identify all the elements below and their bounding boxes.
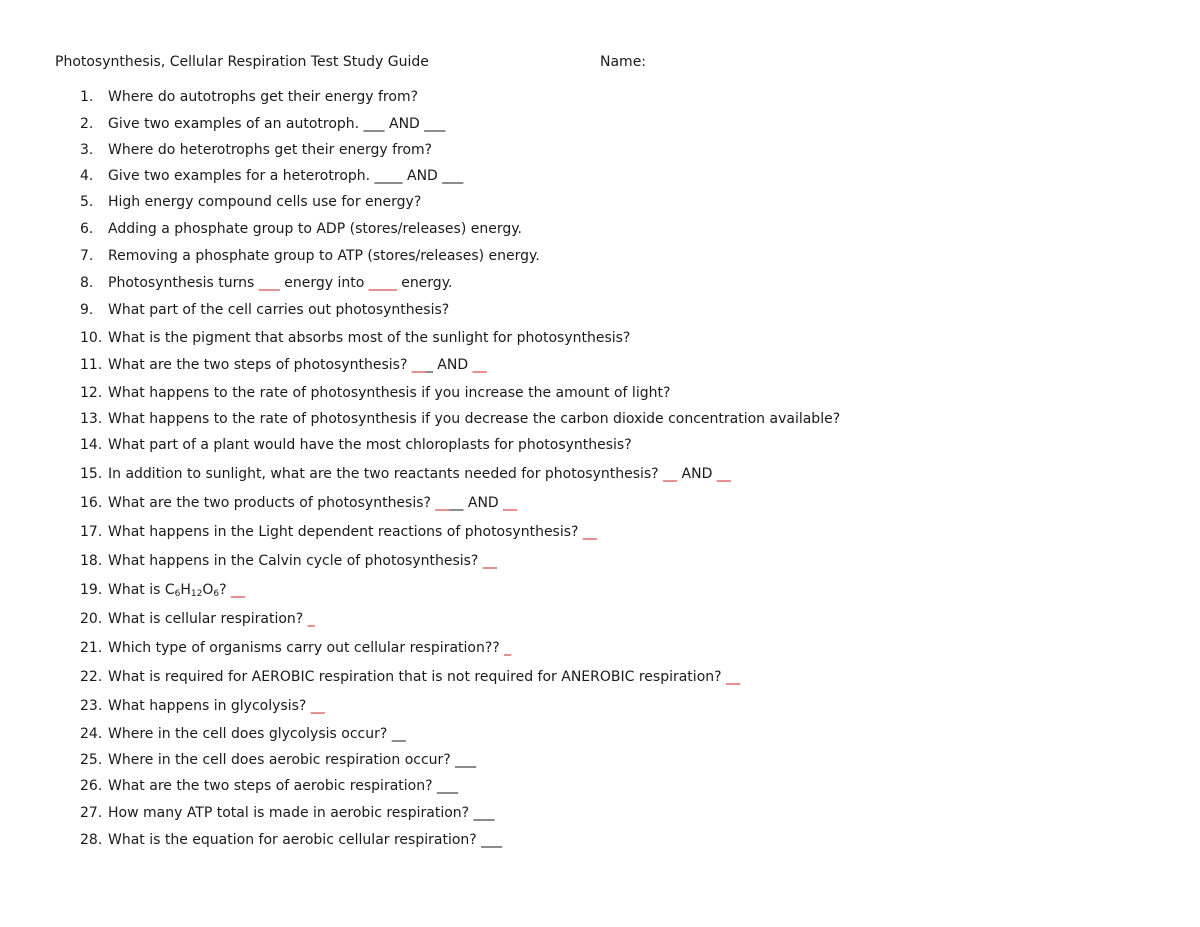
question-number: 26. xyxy=(80,778,103,794)
formula-subscript: 12 xyxy=(190,589,203,599)
question-text: Where do heterotrophs get their energy from? xyxy=(108,142,433,158)
question-number: 8. xyxy=(80,275,94,291)
question-10 xyxy=(80,330,630,346)
question-23 xyxy=(80,698,325,714)
answer-blank: __ xyxy=(482,553,497,569)
answer-blank: ___ xyxy=(258,275,280,291)
answer-blank: __ xyxy=(716,466,731,482)
question-text: Which type of organisms carry out cellular respiration?? xyxy=(108,640,500,656)
question-number: 16. xyxy=(80,495,103,511)
question-number: 25. xyxy=(80,752,103,768)
answer-blank: __ xyxy=(503,495,518,511)
question-8 xyxy=(80,275,452,291)
question-text: High energy compound cells use for energy? xyxy=(108,194,422,210)
answer-blank: __ xyxy=(582,524,597,540)
question-6 xyxy=(80,221,522,237)
question-20 xyxy=(80,611,315,627)
question-14 xyxy=(80,437,632,453)
question-text: What happens in the Light dependent reactions of photosynthesis? xyxy=(108,524,579,540)
question-2 xyxy=(80,116,445,132)
question-text: In addition to sunlight, what are the two reactants needed for photosynthesis? xyxy=(108,466,659,482)
answer-blank: __ xyxy=(663,466,678,482)
question-7 xyxy=(80,248,540,264)
answer-blank: __ xyxy=(435,495,450,511)
question-text: What is required for AEROBIC respiration that is not required for ANEROBIC respiration? xyxy=(108,669,722,685)
question-26 xyxy=(80,778,458,794)
question-number: 19. xyxy=(80,582,103,598)
question-text: What is the equation for aerobic cellular respiration? ___ xyxy=(108,832,503,848)
question-number: 24. xyxy=(80,726,103,742)
formula-subscript: 6 xyxy=(174,589,181,599)
answer-blank: _ xyxy=(504,640,512,656)
question-text: Give two examples of an autotroph. ___ AND ___ xyxy=(108,116,446,132)
answer-blank: __ xyxy=(411,357,426,373)
question-number: 6. xyxy=(80,221,94,237)
question-24 xyxy=(80,726,406,742)
question-text: How many ATP total is made in aerobic respiration? ___ xyxy=(108,805,495,821)
question-number: 1. xyxy=(80,89,94,105)
formula-element: O xyxy=(202,582,214,598)
name-label: Name: xyxy=(600,54,647,70)
question-number: 4. xyxy=(80,168,94,184)
question-number: 15. xyxy=(80,466,103,482)
question-5 xyxy=(80,194,421,210)
question-text: What happens in glycolysis? xyxy=(108,698,307,714)
question-number: 22. xyxy=(80,669,103,685)
question-number: 23. xyxy=(80,698,103,714)
answer-blank: _ xyxy=(307,611,315,627)
question-28 xyxy=(80,832,502,848)
question-text: Photosynthesis turns xyxy=(108,275,255,291)
question-number: 9. xyxy=(80,302,94,318)
question-text: What part of a plant would have the most chloroplasts for photosynthesis? xyxy=(108,437,632,453)
question-21 xyxy=(80,640,511,656)
question-17 xyxy=(80,524,597,540)
question-18 xyxy=(80,553,497,569)
question-number: 28. xyxy=(80,832,103,848)
question-text: Where in the cell does aerobic respiration occur? ___ xyxy=(108,752,477,768)
question-11 xyxy=(80,357,487,373)
question-number: 18. xyxy=(80,553,103,569)
question-text: Where in the cell does glycolysis occur? __ xyxy=(108,726,406,742)
question-text-mid: __ AND xyxy=(449,495,504,511)
question-25 xyxy=(80,752,476,768)
question-text: What happens to the rate of photosynthesis if you decrease the carbon dioxide concentration available? xyxy=(108,411,841,427)
question-text: What happens in the Calvin cycle of photosynthesis? xyxy=(108,553,479,569)
question-15 xyxy=(80,466,731,482)
question-number: 14. xyxy=(80,437,103,453)
question-text: What are the two steps of aerobic respiration? ___ xyxy=(108,778,458,794)
question-text: What is cellular respiration? xyxy=(108,611,304,627)
question-number: 21. xyxy=(80,640,103,656)
question-16 xyxy=(80,495,517,511)
question-number: 17. xyxy=(80,524,103,540)
question-text: Where do autotrophs get their energy from? xyxy=(108,89,419,105)
question-27 xyxy=(80,805,495,821)
question-3 xyxy=(80,142,432,158)
formula-subscript: 6 xyxy=(213,589,220,599)
question-text-mid: _ AND xyxy=(425,357,473,373)
question-number: 27. xyxy=(80,805,103,821)
question-number: 11. xyxy=(80,357,103,373)
question-text: Removing a phosphate group to ATP (stores/releases) energy. xyxy=(108,248,540,264)
question-number: 20. xyxy=(80,611,103,627)
question-mark: ? xyxy=(219,582,227,598)
question-13 xyxy=(80,411,840,427)
question-number: 3. xyxy=(80,142,94,158)
question-number: 10. xyxy=(80,330,103,346)
question-text-mid: AND xyxy=(677,466,717,482)
question-text: What are the two products of photosynthesis? xyxy=(108,495,431,511)
question-4 xyxy=(80,168,463,184)
worksheet-title: Photosynthesis, Cellular Respiration Test Study Guide xyxy=(55,54,429,70)
question-text: What is C xyxy=(108,582,175,598)
question-number: 13. xyxy=(80,411,103,427)
question-19 xyxy=(80,582,245,599)
answer-blank: __ xyxy=(472,357,487,373)
question-number: 7. xyxy=(80,248,94,264)
question-text: What part of the cell carries out photosynthesis? xyxy=(108,302,450,318)
question-number: 12. xyxy=(80,385,103,401)
question-number: 2. xyxy=(80,116,94,132)
question-text: What is the pigment that absorbs most of the sunlight for photosynthesis? xyxy=(108,330,631,346)
question-text-tail: energy. xyxy=(396,275,453,291)
answer-blank: __ xyxy=(310,698,325,714)
question-text: What happens to the rate of photosynthesis if you increase the amount of light? xyxy=(108,385,671,401)
answer-blank: __ xyxy=(726,669,741,685)
question-text-mid: energy into xyxy=(279,275,369,291)
formula-element: H xyxy=(180,582,191,598)
question-22 xyxy=(80,669,740,685)
answer-blank: ____ xyxy=(368,275,397,291)
question-12 xyxy=(80,385,670,401)
question-number: 5. xyxy=(80,194,94,210)
question-text: Give two examples for a heterotroph. ____ AND ___ xyxy=(108,168,464,184)
question-text: Adding a phosphate group to ADP (stores/releases) energy. xyxy=(108,221,522,237)
question-text: What are the two steps of photosynthesis? xyxy=(108,357,408,373)
question-9 xyxy=(80,302,449,318)
answer-blank: __ xyxy=(231,582,246,598)
question-1 xyxy=(80,89,418,105)
